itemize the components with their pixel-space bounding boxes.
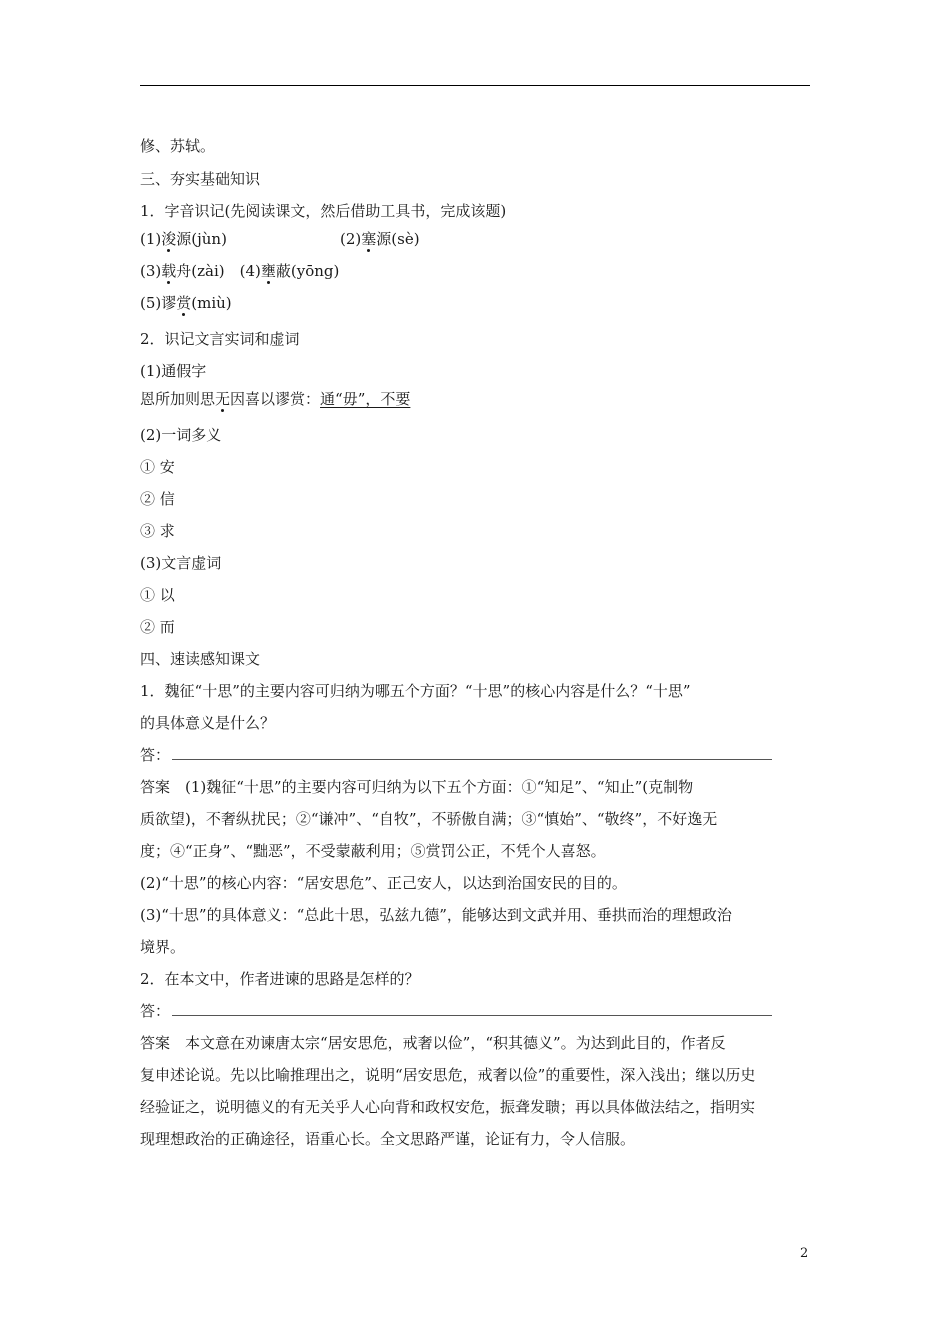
sentence-text: 因喜以谬赏： [230, 390, 321, 408]
sentence-text: 恩所加则思 [140, 390, 216, 408]
answer-text: 经验证之，说明德义的有无关乎人心向背和政权安危，振聋发聩；再以具体做法结之，指明实 [140, 1098, 756, 1116]
answer-text: 现理想政治的正确途径，语重心长。全文思路严谨，论证有力，令人信服。 [140, 1130, 636, 1148]
list-item: ① 以 [140, 586, 175, 604]
item-number: (2) [340, 230, 362, 248]
dotted-char: 壅 [260, 262, 276, 280]
answer-text: 度；④“正身”、“黜恶”，不受蒙蔽利用；⑤赏罚公正，不凭个人喜怒。 [140, 842, 606, 860]
section-heading: 三、夯实基础知识 [140, 170, 261, 188]
pronunciation-row [140, 261, 339, 281]
dotted-char: 载 [161, 262, 177, 280]
answer-label: 答： [140, 1002, 171, 1020]
question-text: 1．魏征“十思”的主要内容可归纳为哪五个方面？“十思”的核心内容是什么？“十思” [140, 682, 691, 700]
answer-text: 答案 本文意在劝谏唐太宗“居安思危，戒奢以俭”，“积其德义”。为达到此目的，作者反 [140, 1034, 726, 1052]
pronunciation-item [340, 229, 420, 249]
item-text: 源(sè) [376, 230, 420, 248]
text-line: 修、苏轼。 [140, 137, 216, 155]
answer-line [140, 1001, 772, 1021]
answer-blank[interactable] [172, 1001, 772, 1016]
answer-blank[interactable] [172, 745, 772, 760]
question-text: 2．在本文中，作者进谏的思路是怎样的？ [140, 970, 420, 988]
sub-heading: (1)通假字 [140, 362, 207, 380]
question-heading: 2．识记文言实词和虚词 [140, 330, 300, 348]
item-text: 蔽(yōng) [275, 262, 340, 280]
pronunciation-row [140, 229, 227, 249]
underlined-answer: 通“毋”，不要 [320, 390, 411, 408]
answer-text: (2)“十思”的核心内容：“居安思危”、正己安人，以达到治国安民的目的。 [140, 874, 627, 892]
sub-heading: (3)文言虚词 [140, 554, 222, 572]
list-item: ② 信 [140, 490, 175, 508]
item-text: 源(jùn) [176, 230, 227, 248]
list-item: ② 而 [140, 618, 175, 636]
answer-text: 质欲望)，不奢纵扰民；②“谦冲”、“自牧”，不骄傲自满；③“慎始”、“敬终”，不好逸无 [140, 810, 718, 828]
tongjia-line [140, 389, 410, 409]
pronunciation-row [140, 293, 232, 313]
dotted-char: 无 [215, 390, 231, 408]
question-text: 的具体意义是什么？ [140, 714, 276, 732]
answer-text: 复申述论说。先以比喻推理出之，说明“居安思危，戒奢以俭”的重要性，深入浅出；继以历史 [140, 1066, 756, 1084]
item-text: 舟(zài) (4) [176, 262, 261, 280]
item-text: (miù) [191, 294, 232, 312]
list-item: ③ 求 [140, 522, 175, 540]
item-text: (5)谬 [140, 294, 177, 312]
answer-line [140, 745, 772, 765]
header-rule [140, 85, 810, 86]
item-number: (1) [140, 230, 162, 248]
dotted-char: 赏 [176, 294, 192, 312]
list-item: ① 安 [140, 458, 175, 476]
dotted-char: 塞 [361, 230, 377, 248]
page-number: 2 [800, 1246, 809, 1261]
item-number: (3) [140, 262, 162, 280]
answer-text: (3)“十思”的具体意义：“总此十思，弘兹九德”，能够达到文武并用、垂拱而治的理想政治 [140, 906, 732, 924]
answer-label: 答： [140, 746, 171, 764]
answer-text: 答案 (1)魏征“十思”的主要内容可归纳为以下五个方面：①“知足”、“知止”(克制物 [140, 778, 694, 796]
section-heading: 四、速读感知课文 [140, 650, 261, 668]
question-heading: 1．字音识记(先阅读课文，然后借助工具书，完成该题) [140, 202, 507, 220]
dotted-char: 浚 [161, 230, 177, 248]
sub-heading: (2)一词多义 [140, 426, 222, 444]
answer-text: 境界。 [140, 938, 186, 956]
